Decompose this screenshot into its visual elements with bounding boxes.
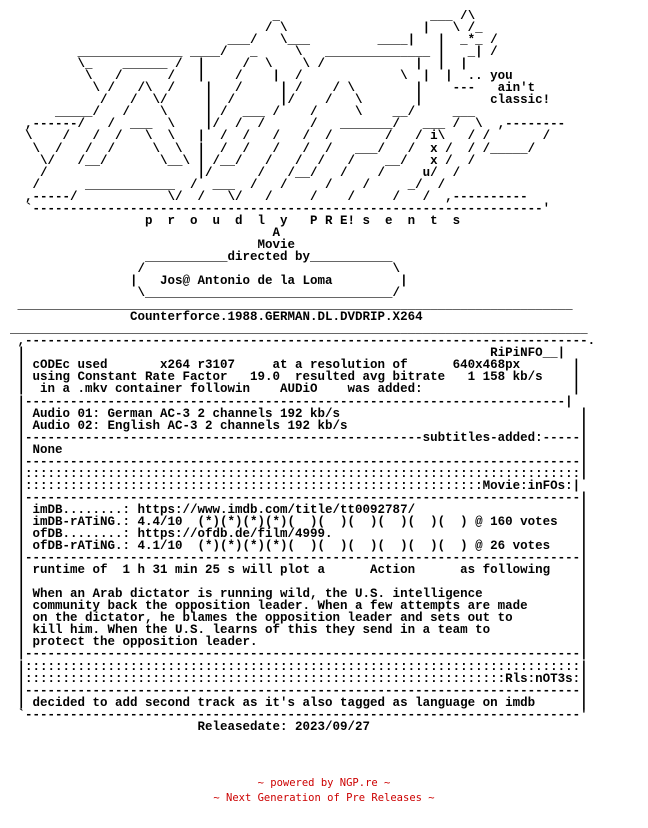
nfo-line: | | [10,575,588,590]
nfo-line: p r o u d l y P R E! s e n t s [10,213,461,228]
nfo-line: | When an Arab dictator is running wild, the U.S. intelligence | [10,587,588,602]
nfo-line: |::::::::::::::::::::::::::::::::::::::::::::::::::::::::::::::::::::::::::| [10,659,588,674]
nfo-line: | protect the opposition leader. | [10,635,588,650]
nfo-line: Releasedate: 2023/09/27 [10,719,371,733]
nfo-line: | Jos@ Antonio de la Loma | [10,274,408,289]
tagline-text: ~ Next Generation of Pre Releases ~ [213,792,435,804]
nfo-line: \_ ______ / | / \ \ / | | | [10,57,468,72]
nfo-line: _____________________________________________________________________________ [10,322,588,337]
nfo-line: \ / /\ / | / | / / \ | --- ain't [10,81,536,96]
nfo-line: |::::::::::::::::::::::::::::::::::::::::::::::::::::::::::::::::::::::::::| [10,466,588,481]
nfo-line: | runtime of 1 h 31 min 25 s will plot a Action as following | [10,563,588,578]
nfo-line: _____/ / \ | / ___ / / \ __/ ___ [10,105,476,120]
nfo-line: | on the dictator, he blames the opposition leader and sets out to | [10,611,588,626]
nfo-line: \ / / / \ \ | / / / / / / / i\ / / / [10,129,551,144]
nfo-line: ___________directed by___________ [10,249,393,264]
nfo-line: __________________________________________________________________________ [10,298,573,313]
nfo-line: | imDB........: https://www.imdb.com/title/tt0092787/ | [10,502,588,517]
nfo-line: | imDB-rATiNG.: 4.4/10 (*)(*)(*)(*)( )( )( )( )( )( ) @ 160 votes | [10,514,588,529]
nfo-line: | community back the opposition leader. When a few attempts are made | [10,599,588,614]
nfo-line: Movie [10,237,296,252]
nfo-line: / ____________ / ___ / / / / _/ / [10,177,446,192]
nfo-line: / |/ / /__/ / / u/ / [10,165,461,180]
nfo-line: | ofDB-rATiNG.: 4.1/10 (*)(*)(*)(*)( )( )( )( )( )( ) @ 26 votes | [10,539,588,554]
powered-by-text: ~ powered by NGP.re ~ [257,777,391,789]
nfo-line: ,---------------------------------------------------------------------------. [10,334,596,349]
nfo-line: | in a .mkv container followin AUDiO was added: | [10,382,581,397]
nfo-line: | cODEc used x264 r3107 at a resolution of 640x468px | [10,358,581,373]
nfo-text [10,10,640,733]
nfo-line: `--------------------------------------------------------------------' [10,201,551,216]
nfo-line: | decided to add second track as it's also tagged as language on imdb | [10,695,588,710]
nfo-line: _ ___ /\ [10,10,476,23]
nfo-line: |--------------------------------------------------------------------------| [10,647,588,662]
footer [0,776,648,806]
nfo-line: \_________________________________/ [10,286,401,301]
nfo-line: \ / / / \ \ | / / / / / ___/ / x / / /_____/ [10,141,536,156]
nfo-line: \ / / | / | / \ | | .. you [10,69,513,84]
nfo-line: Counterforce.1988.GERMAN.DL.DVDRIP.X264 [10,310,423,325]
nfo-line: |--------------------------------------------------------------------------| [10,490,588,505]
nfo-line: ,------/ / ___ \ |/ / / / _______/ ___ / \ ,-------- [10,117,566,132]
nfo-line: ______________ ____/ _ \ ______________ | _| / [10,45,498,60]
nfo-line: | using Constant Rate Factor 19.0 resulted avg bitrate 1 158 kb/s | [10,370,581,385]
nfo-line: | Audio 02: English AC-3 2 channels 192 kb/s | [10,418,588,433]
nfo-line: |:::::::::::::::::::::::::::::::::::::::::::::::::::::::::::::Movie:inFOs:| [10,478,581,493]
nfo-line: |--------------------------------------------------------------------------| [10,551,588,566]
nfo-line: ___/ \___ ____| | _*_ / [10,33,498,48]
nfo-line: ,-----/ \/ / \/ / / / / / ,---------- [10,189,528,204]
nfo-line: / \ | \ /_ [10,21,483,36]
nfo-line: A [10,225,281,240]
nfo-line: | RiPiNFO__| [10,346,566,361]
nfo-line: |--------------------------------------------------------------------------| [10,683,588,698]
nfo-line: |-----------------------------------------------------subtitles-added:-----| [10,430,588,445]
nfo-line: / / \/ | / |/ / \ | classic! [10,93,551,108]
nfo-line: | Audio 01: German AC-3 2 channels 192 kb/s | [10,406,588,421]
nfo-line: |--------------------------------------------------------------------------| [10,454,588,469]
nfo-line: \/ /__/ \__\ | /__/ / / / / __/ x / / [10,153,476,168]
nfo-line: |::::::::::::::::::::::::::::::::::::::::::::::::::::::::::::::::Rls:nOT3s:| [10,671,588,686]
nfo-line: | None | [10,442,588,457]
nfo-line: / \ [10,261,401,276]
nfo-line: `--------------------------------------------------------------------------' [10,707,588,722]
nfo-line: | ofDB........: https://ofdb.de/film/4999. | [10,527,588,542]
nfo-line: | kill him. When the U.S. learns of this they send in a team to | [10,623,588,638]
nfo-line: |------------------------------------------------------------------------| [10,394,573,409]
